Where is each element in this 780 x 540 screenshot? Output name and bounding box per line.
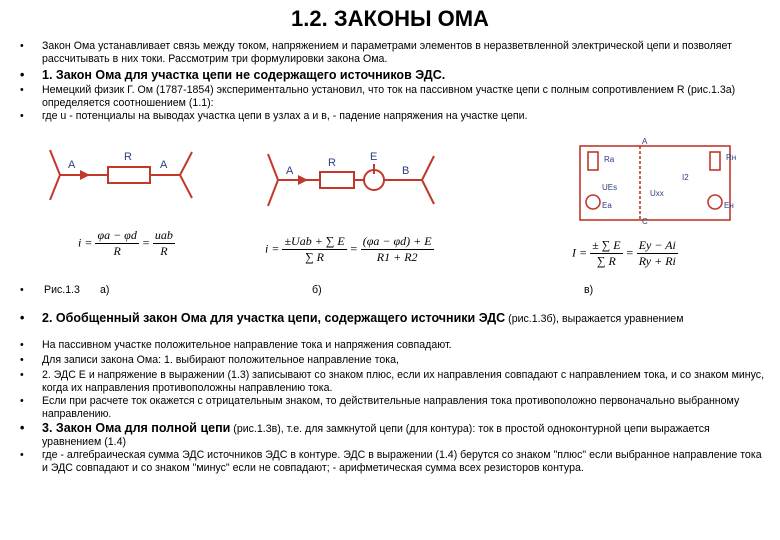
slide-title: 1.2. ЗАКОНЫ ОМА <box>291 6 489 31</box>
intro-paragraph: • Закон Ома устанавливает связь между током, напряжением и параметрами элементов в неразветвленной электрической цепи и позволяет рассчитывать в них токи. Рассмотрим три формулировки закона Ома. <box>20 40 732 65</box>
section-2-heading: • 2. Обобщенный закон Ома для участка цепи, содержащего источники ЭДС (рис.1.3б), выражается уравнением <box>20 311 684 325</box>
rules-paragraph: • Для записи закона Ома: 1. выбирают положительное направление тока, <box>20 354 399 366</box>
svg-text:UEs: UEs <box>602 183 618 192</box>
svg-text:R: R <box>328 157 336 169</box>
section-1-heading: • 1. Закон Ома для участка цепи не содержащего источников ЭДС. <box>20 68 446 82</box>
passive-paragraph: • На пассивном участке положительное направление тока и напряжения совпадают. <box>20 339 452 351</box>
svg-text:A: A <box>642 137 648 146</box>
svg-text:I2: I2 <box>682 173 689 182</box>
caption-a: а) <box>100 284 110 296</box>
svg-text:B: B <box>402 165 410 177</box>
svg-text:Eн: Eн <box>724 201 734 210</box>
svg-text:C: C <box>642 217 648 226</box>
formula-b: i = $\frac{\text{±Uab + ∑ E}}{\sum R}$ = $\frac{(\varphi a - \varphi d) + E}{R1 + R2}$ <box>265 234 432 264</box>
resistor-label: R <box>124 151 132 163</box>
svg-text:Rн: Rн <box>726 153 737 162</box>
emf-sum-paragraph: • где - алгебраическая сумма ЭДС источников ЭДС в контуре. ЭДС в выражении (1.4) берутся со знаком "плюс" если выбранное направление тока и ЭДС совпадают и со знаком "минус" если не совпадают; - арифметическая сумма всех резисторов контура. <box>20 449 762 474</box>
svg-text:Ra: Ra <box>604 155 615 164</box>
ohm-history-paragraph: • Немецкий физик Г. Ом (1787-1854) экспериментально установил, что ток на пассивном участке цепи с полным сопротивлением R (рис.1.3а) определяется соотношением (1.1): <box>20 84 736 109</box>
sign-rule-paragraph: • 2. ЭДС E и напряжение в выражении (1.3) записывают со знаком плюс, если их направления совпадают с направлением тока, и со знаком минус, когда их направления противоположны направлению тока. <box>20 369 765 394</box>
svg-text:A: A <box>286 165 294 177</box>
node-a-label: A <box>68 159 76 171</box>
circuit-c-diagram <box>570 136 750 226</box>
negative-current-paragraph: • Если при расчете ток окажется с отрицательным знаком, то действительные направления тока противоположно первоначально выбранному направлению. <box>20 395 740 420</box>
potential-paragraph: • где u - потенциалы на выводах участка цепи в узлах а и в, - падение напряжения на участке цепи. <box>20 110 528 122</box>
circuit-b-diagram <box>262 148 462 212</box>
svg-text:E: E <box>370 151 378 163</box>
svg-text:Uxx: Uxx <box>650 189 664 198</box>
figure-caption: Рис.1.3 <box>44 284 80 296</box>
caption-b: б) <box>312 284 322 296</box>
formula-a: i = $\frac{\varphi a - \varphi d}{R}$ = $\frac{\text{uab}}{R}$ <box>78 228 173 258</box>
formula-c: I = $\frac{\pm \sum E}{\sum R}$ = $\frac{Ey - Ai}{Ry + Ri}$ <box>572 238 676 268</box>
current-arrow-icon <box>80 170 90 180</box>
svg-text:Ea: Ea <box>602 201 612 210</box>
section-3-heading: • 3. Закон Ома для полной цепи (рис.1.3в), т.е. для замкнутой цепи (для контура): ток в простой одноконтурной цепи выражается уравнением (1.4) <box>20 421 710 448</box>
caption-bullet: • <box>20 284 24 296</box>
caption-c: в) <box>584 284 594 296</box>
node-b-label: A <box>160 159 168 171</box>
circuit-a-diagram <box>40 140 200 200</box>
